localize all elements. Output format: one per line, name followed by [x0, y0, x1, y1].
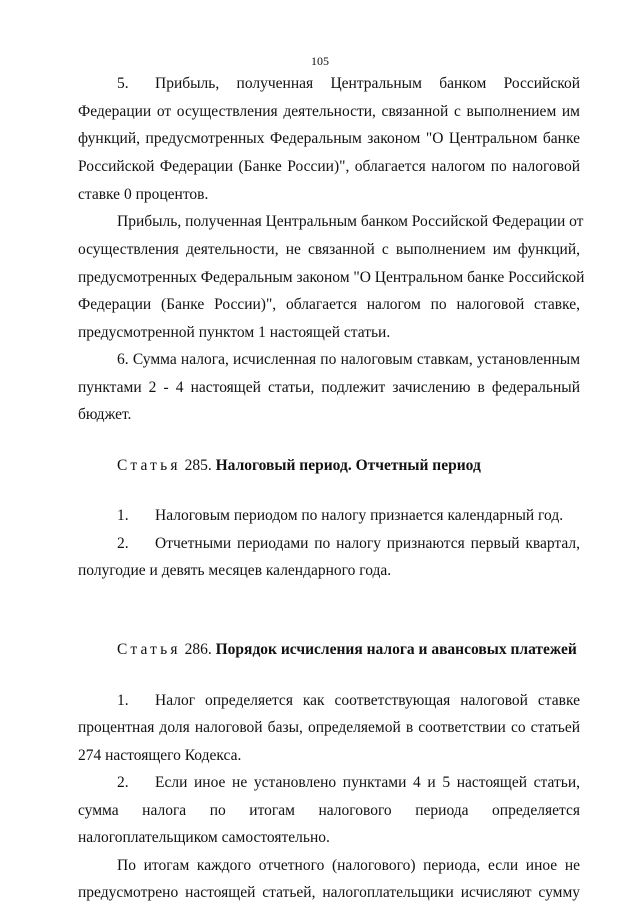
article-285-heading [117, 456, 481, 476]
text-line: 274 настоящего Кодекса. [78, 747, 242, 764]
item-number: 2. [117, 535, 129, 552]
item-number: 1. [117, 692, 129, 709]
text-line: предусмотренных Федеральным законом "О Центральном банке Российской [78, 269, 585, 286]
text-line: Прибыль, полученная Центральным банком Российской [155, 75, 580, 92]
item-number: 2. [117, 774, 129, 791]
text-line: процентная доля налоговой базы, определяемой в соответствии со статьей [78, 719, 580, 736]
text-line: Налоговым периодом по налогу признается календарный год. [155, 507, 564, 524]
text-line: Налог определяется как соответствующая налоговой ставке [155, 692, 580, 709]
text-line: бюджет. [78, 406, 132, 423]
text-line: Российской Федерации (Банке России)", облагается налогом по налоговой [78, 158, 580, 175]
text-line: полугодие и девять месяцев календарного года. [78, 562, 392, 579]
text-line: 6. Сумма налога, исчисленная по налоговым ставкам, установленным [117, 351, 580, 368]
text-line: предусмотренной пунктом 1 настоящей статьи. [78, 324, 391, 341]
text-line: пунктами 2 - 4 настоящей статьи, подлежит зачислению в федеральный [78, 379, 580, 396]
item-number: 1. [117, 507, 129, 524]
article-number: 285. [184, 457, 212, 474]
text-line: налогоплательщиком самостоятельно. [78, 829, 330, 846]
text-line: Прибыль, полученная Центральным банком Российской Федерации от [117, 213, 584, 230]
text-line: сумма налога по итогам налогового периода определяется [78, 802, 580, 819]
text-line: Отчетными периодами по налогу признаются первый квартал, [155, 535, 580, 552]
text-line: ставке 0 процентов. [78, 186, 209, 203]
page-number: 105 [311, 54, 329, 68]
article-number: 286. [184, 641, 212, 658]
text-line: Если иное не установлено пунктами 4 и 5 настоящей статьи, [155, 774, 580, 791]
text-line: Федерации от осуществления деятельности, связанной с выполнением им [78, 103, 580, 120]
text-line: Федерации (Банке России)", облагается налогом по налоговой ставке, [78, 296, 580, 313]
text-line: осуществления деятельности, не связанной с выполнением им функций, [78, 241, 580, 258]
text-line: По итогам каждого отчетного (налогового) периода, если иное не [117, 857, 580, 874]
article-title: Порядок исчисления налога и авансовых платежей [215, 641, 577, 658]
paragraph-number: 5. [117, 75, 129, 92]
article-label: Статья [117, 641, 181, 658]
article-286-heading [117, 640, 577, 660]
article-label: Статья [117, 457, 181, 474]
text-line: предусмотрено настоящей статьей, налогоплательщики исчисляют сумму [78, 884, 580, 901]
text-line: функций, предусмотренных Федеральным законом "О Центральном банке [78, 130, 580, 147]
article-title: Налоговый период. Отчетный период [215, 457, 481, 474]
